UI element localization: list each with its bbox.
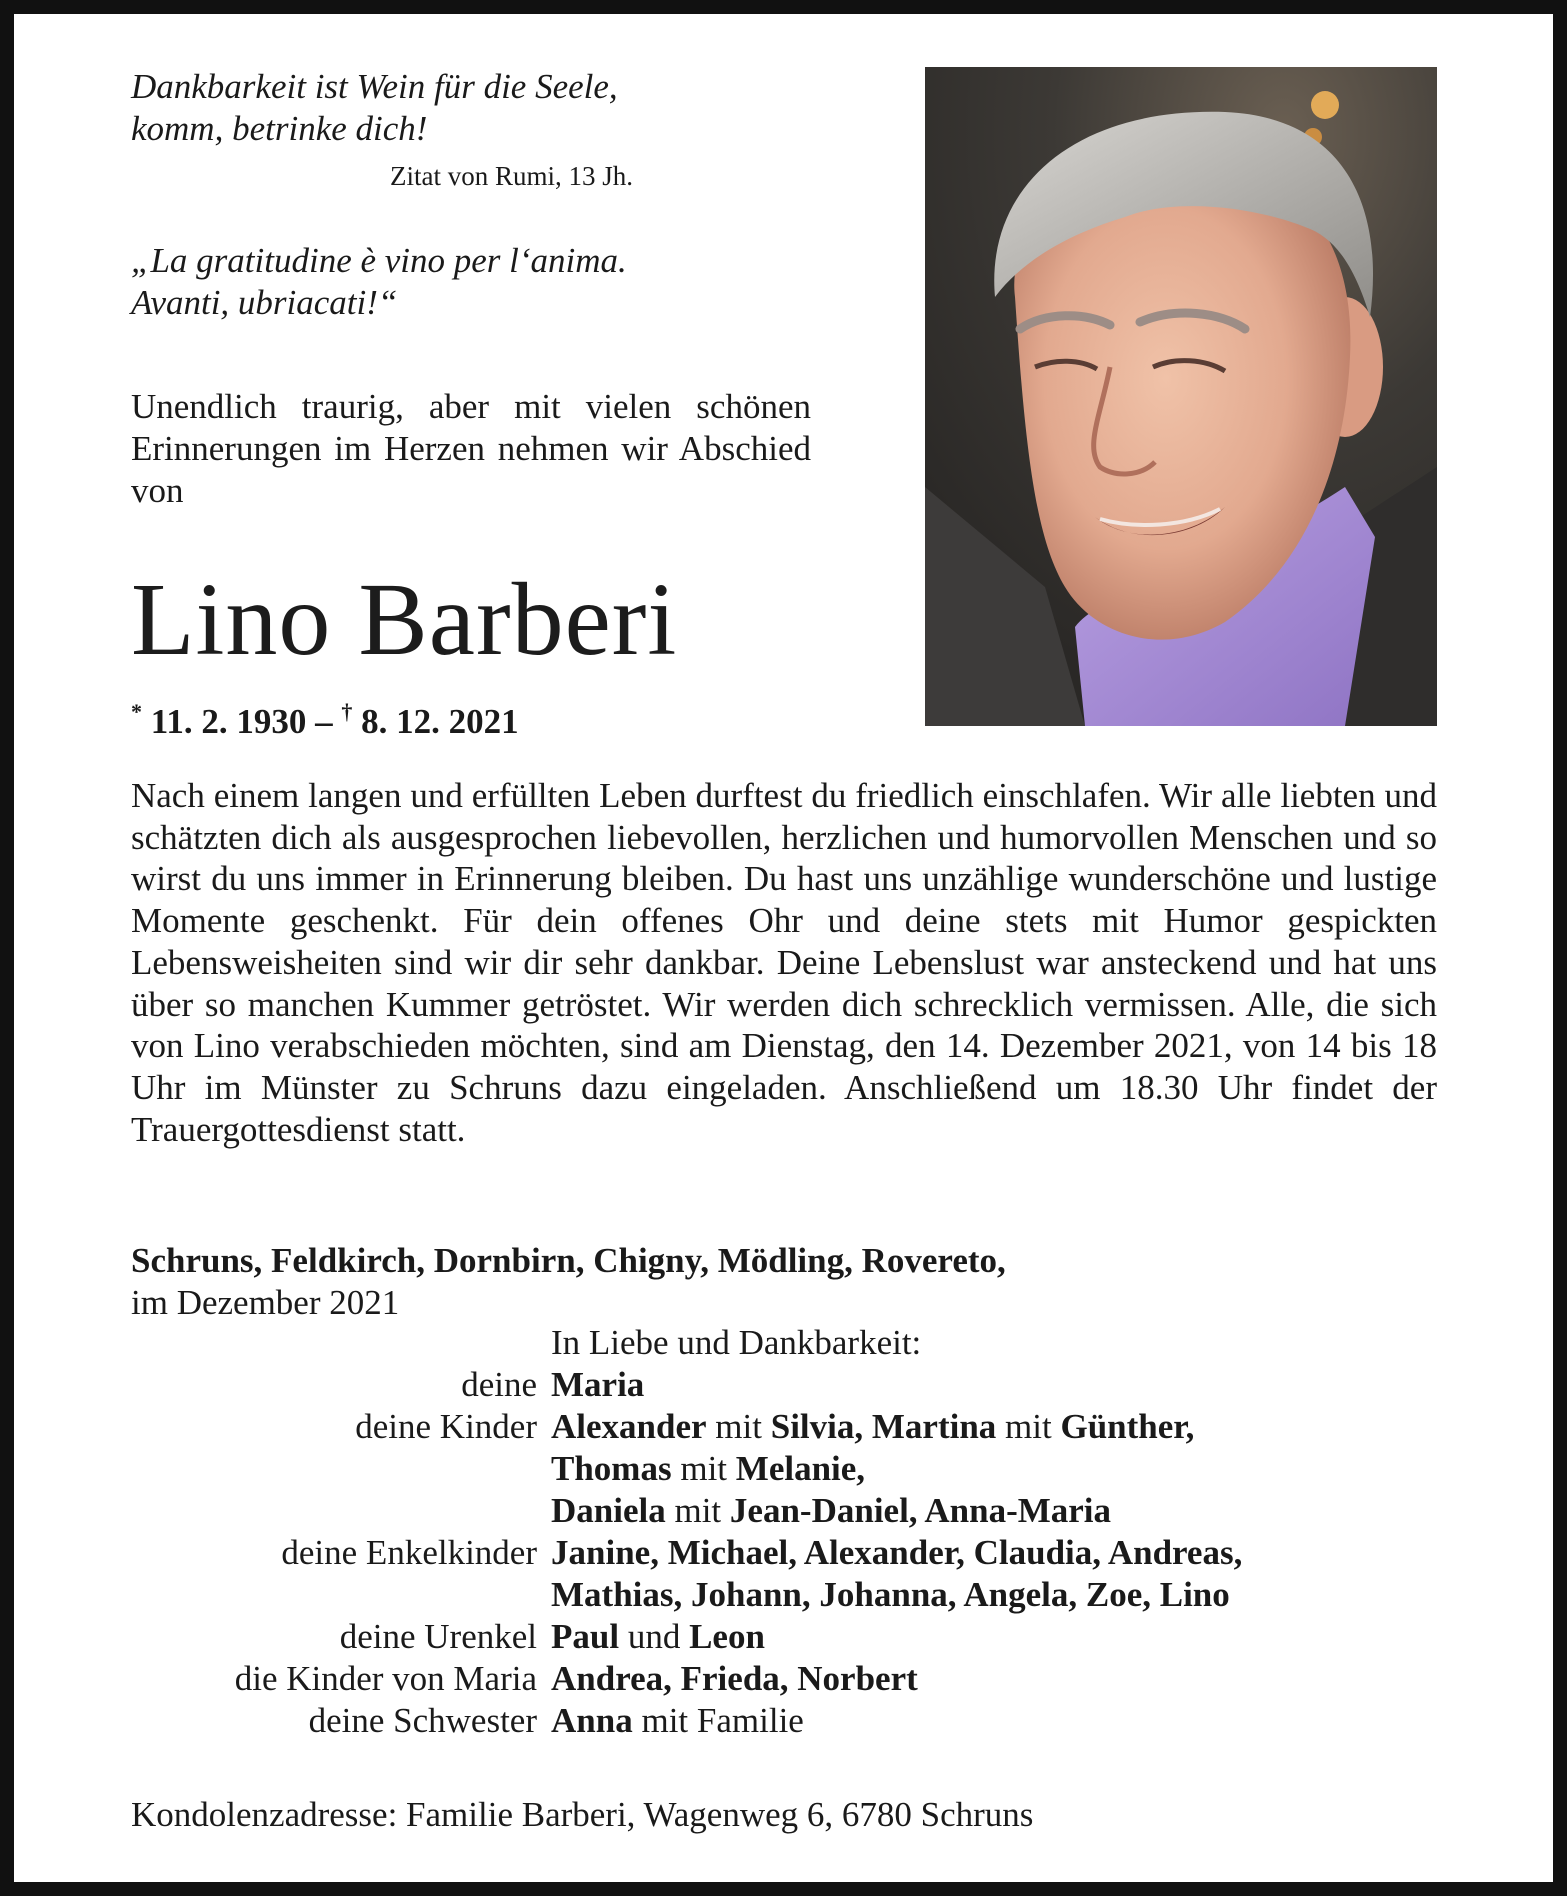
mourners-list: [131, 1322, 1451, 1742]
mourner-relation: deine Schwester: [308, 1701, 537, 1740]
mourner-names: [551, 1532, 1451, 1574]
mourner-row: [131, 1574, 1451, 1616]
mourner-names: [551, 1490, 1451, 1532]
mourner-name: Alexander: [551, 1407, 707, 1446]
death-date: 8. 12. 2021: [361, 702, 519, 741]
mourner-names: [551, 1616, 1451, 1658]
portrait-illustration: [925, 67, 1437, 726]
obituary-body: Nach einem langen und erfüllten Leben durftest du friedlich einschlafen. Wir alle liebten und schätzten dich als ausgesprochen liebevollen, herzlichen und humorvollen Menschen und so wirst du uns immer in Erinnerung bleiben. Du hast uns unzählige wunderschöne und lustige Momente geschenkt. Für dein offenes Ohr und deine stets mit Humor gespickten Lebensweisheiten sind wir dir sehr dankbar. Deine Lebenslust war ansteckend und hat uns über so manchen Kummer getröstet. Wir werden dich schrecklich vermissen. Alle, die sich von Lino verabschieden möchten, sind am Dienstag, den 14. Dezember 2021, von 14 bis 18 Uhr im Münster zu Schruns dazu eingeladen. Anschließend um 18.30 Uhr findet der Trauergottesdienst statt.: [131, 776, 1437, 1149]
mourner-connector: mit: [671, 1449, 736, 1488]
mourner-name: Jean-Daniel, Anna-Maria: [729, 1491, 1112, 1530]
mourner-row: [131, 1364, 1451, 1406]
death-symbol: †: [341, 699, 353, 724]
mourner-relation: deine Urenkel: [339, 1617, 537, 1656]
mourner-name: Anna: [551, 1701, 633, 1740]
places-block: [131, 1240, 1006, 1324]
mourner-names: [551, 1658, 1451, 1700]
birth-date: 11. 2. 1930: [150, 702, 307, 741]
mourner-row: [131, 1490, 1451, 1532]
mourner-connector: mit: [706, 1407, 771, 1446]
mourner-row: [131, 1448, 1451, 1490]
mourner-name: Maria: [551, 1365, 645, 1404]
mourner-connector: mit: [996, 1407, 1061, 1446]
mourner-names: [551, 1574, 1451, 1616]
mourner-name: Mathias, Johann, Johanna, Angela, Zoe, Lino: [551, 1575, 1230, 1614]
quote-attribution: Zitat von Rumi, 13 Jh.: [390, 161, 633, 191]
mourner-name: Janine, Michael, Alexander, Claudia, Andreas,: [551, 1533, 1243, 1572]
mourner-relation: die Kinder von Maria: [234, 1659, 537, 1698]
date-line: im Dezember 2021: [131, 1283, 400, 1322]
portrait-photo: [925, 67, 1437, 726]
condolence-address: Kondolenzadresse: Familie Barberi, Wagenweg 6, 6780 Schruns: [131, 1795, 1034, 1834]
mourner-name: Günther,: [1060, 1407, 1195, 1446]
birth-symbol: *: [131, 699, 142, 724]
mourner-row: [131, 1532, 1451, 1574]
deceased-name: Lino Barberi: [131, 562, 678, 677]
mourner-relation: deine Kinder: [355, 1407, 537, 1446]
mourner-row: [131, 1658, 1451, 1700]
mourner-relation: deine: [461, 1365, 537, 1404]
mourner-name: Paul: [551, 1617, 620, 1656]
mourner-row: [131, 1406, 1451, 1448]
mourner-name: Andrea, Frieda, Norbert: [551, 1659, 918, 1698]
mourner-relation: [131, 1490, 551, 1532]
mourner-connector: mit: [665, 1491, 730, 1530]
life-dates: [131, 692, 519, 742]
quote-italian-line-2: Avanti, ubriacati!“: [131, 283, 398, 322]
places-list: Schruns, Feldkirch, Dornbirn, Chigny, Mödling, Rovereto,: [131, 1241, 1006, 1280]
closing-row: [131, 1322, 1451, 1364]
mourner-name: Melanie,: [735, 1449, 866, 1488]
mourner-names: [551, 1448, 1451, 1490]
mourner-name: Thomas: [551, 1449, 672, 1488]
mourner-connector: mit Familie: [632, 1701, 804, 1740]
date-separator: –: [315, 702, 333, 741]
mourner-row: [131, 1700, 1451, 1742]
quote-italian: [131, 240, 627, 324]
mourner-connector: und: [619, 1617, 690, 1656]
quote-german-line-2: komm, betrinke dich!: [131, 109, 428, 148]
mourner-name: Daniela: [551, 1491, 666, 1530]
mourner-relation: deine Enkelkinder: [281, 1533, 537, 1572]
quote-german: [131, 66, 618, 150]
closing-text: In Liebe und Dankbarkeit:: [551, 1323, 922, 1362]
mourner-name: Leon: [689, 1617, 765, 1656]
mourner-name: Silvia, Martina: [770, 1407, 997, 1446]
quote-italian-line-1: „La gratitudine è vino per l‘anima.: [131, 241, 627, 280]
mourner-names: [551, 1700, 1451, 1742]
mourner-row: [131, 1616, 1451, 1658]
mourner-names: [551, 1406, 1451, 1448]
mourner-relation: [131, 1574, 551, 1616]
mourner-relation: [131, 1448, 551, 1490]
intro-text: Unendlich traurig, aber mit vielen schönen Erinnerungen im Herzen nehmen wir Abschied von: [131, 387, 811, 510]
mourner-names: [551, 1364, 1451, 1406]
quote-german-line-1: Dankbarkeit ist Wein für die Seele,: [131, 67, 618, 106]
